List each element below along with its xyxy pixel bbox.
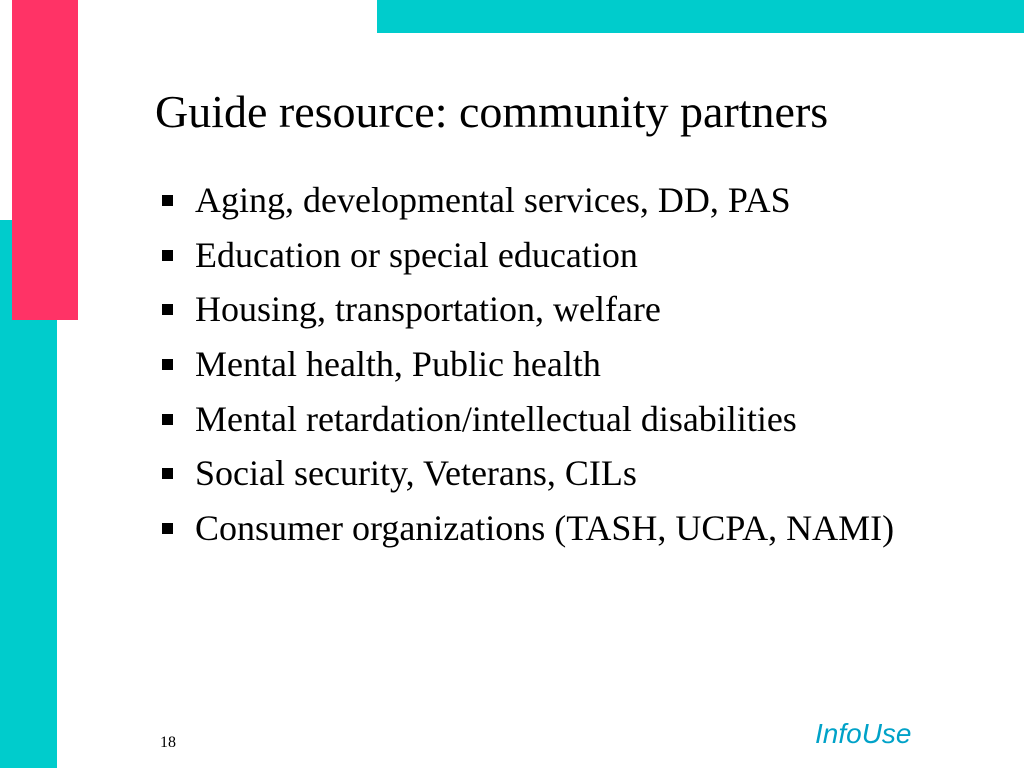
bullet-text: Mental health, Public health xyxy=(195,344,601,385)
bullet-item xyxy=(160,180,980,221)
bullet-text: Consumer organizations (TASH, UCPA, NAMI) xyxy=(195,508,895,549)
bullet-text: Housing, transportation, welfare xyxy=(195,289,661,330)
bullet-text: Mental retardation/intellectual disabilities xyxy=(195,398,797,439)
brand-logo-text: InfoUse xyxy=(815,718,912,749)
bullet-item xyxy=(160,289,980,330)
square-bullet-icon xyxy=(162,250,173,261)
bullet-text: Social security, Veterans, CILs xyxy=(195,453,637,494)
bullet-text: Education or special education xyxy=(195,234,638,275)
left-pink-bar xyxy=(12,0,78,320)
square-bullet-icon xyxy=(162,523,173,534)
slide-title: Guide resource: community partners xyxy=(155,86,829,137)
bullet-item xyxy=(160,508,980,549)
top-teal-bar xyxy=(377,0,1024,33)
square-bullet-icon xyxy=(162,304,173,315)
square-bullet-icon xyxy=(162,359,173,370)
page-number: 18 xyxy=(160,734,176,751)
bullet-item xyxy=(160,399,980,440)
bullet-item xyxy=(160,344,980,385)
square-bullet-icon xyxy=(162,195,173,206)
bullet-item xyxy=(160,453,980,494)
bullet-list xyxy=(160,180,980,563)
bullet-text: Aging, developmental services, DD, PAS xyxy=(195,180,791,220)
square-bullet-icon xyxy=(162,468,173,479)
bullet-item xyxy=(160,235,980,276)
square-bullet-icon xyxy=(162,414,173,425)
